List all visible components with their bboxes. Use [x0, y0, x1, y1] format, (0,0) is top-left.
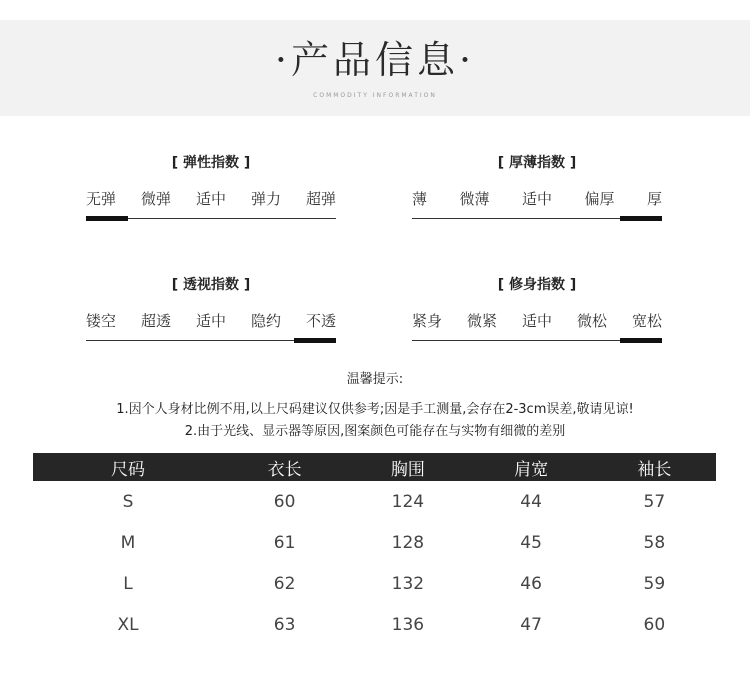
- index-option: 弹力: [250, 190, 281, 208]
- table-cell: 63: [273, 614, 296, 635]
- index-option: 隐约: [250, 312, 281, 330]
- table-row: [33, 604, 716, 645]
- table-header-cell: 衣长: [223, 453, 346, 481]
- table-cell: 60: [273, 491, 296, 512]
- table-cell: XL: [117, 614, 139, 635]
- size-table: [33, 453, 716, 645]
- table-cell: 58: [643, 532, 666, 553]
- table-row: [33, 522, 716, 563]
- page-header: [0, 20, 750, 116]
- table-cell: 128: [391, 532, 425, 553]
- table-row: [33, 481, 716, 522]
- table-header-cell: 尺码: [33, 453, 223, 481]
- index-option: 微紧: [466, 312, 497, 330]
- index-title: [ 透视指数 ]: [171, 277, 251, 293]
- table-cell: 60: [643, 614, 666, 635]
- index-option: 紧身: [412, 312, 443, 330]
- index-option: 适中: [521, 190, 552, 208]
- table-cell: 124: [391, 491, 425, 512]
- index-options: [412, 310, 662, 331]
- table-cell: 61: [273, 532, 296, 553]
- index-option: 适中: [195, 190, 226, 208]
- index-selected-marker: [294, 338, 336, 343]
- index-option: 适中: [195, 312, 226, 330]
- tip-line-2: 2.由于光线、显示器等原因,图案颜色可能存在与实物有细微的差别: [184, 424, 566, 439]
- index-option: 厚: [646, 190, 662, 208]
- index-selected-marker: [620, 338, 662, 343]
- index-option: 宽松: [631, 312, 662, 330]
- table-cell: L: [123, 573, 133, 594]
- index-selected-marker: [86, 216, 128, 221]
- index-option: 超弹: [305, 190, 336, 208]
- table-header-row: [33, 453, 716, 481]
- index-option: 不透: [305, 312, 336, 330]
- table-cell: 57: [643, 491, 666, 512]
- index-option: 薄: [412, 190, 428, 208]
- table-cell: M: [120, 532, 136, 553]
- index-options: [86, 188, 336, 209]
- page-title: ·产品信息·: [274, 38, 476, 82]
- table-cell: S: [122, 491, 134, 512]
- table-cell: 59: [643, 573, 666, 594]
- index-option: 偏厚: [584, 190, 615, 208]
- table-cell: 44: [520, 491, 542, 512]
- table-cell: 132: [391, 573, 425, 594]
- table-cell: 136: [391, 614, 425, 635]
- table-row: [33, 563, 716, 604]
- index-options: [86, 310, 336, 331]
- index-options: [412, 188, 662, 209]
- index-title: [ 弹性指数 ]: [171, 155, 251, 171]
- index-option: 镂空: [86, 312, 117, 330]
- index-option: 微薄: [459, 190, 490, 208]
- table-cell: 46: [520, 573, 542, 594]
- page-subtitle: COMMODITY INFORMATION: [313, 92, 437, 99]
- table-cell: 62: [273, 573, 296, 594]
- table-header-cell: 胸围: [346, 453, 469, 481]
- tip-line-1: 1.因个人身材比例不用,以上尺码建议仅供参考;因是手工测量,会存在2-3cm误差,敬请见谅!: [116, 402, 634, 417]
- table-cell: 47: [520, 614, 542, 635]
- index-option: 适中: [521, 312, 552, 330]
- table-cell: 45: [520, 532, 542, 553]
- index-selected-marker: [620, 216, 662, 221]
- table-header-cell: 肩宽: [470, 453, 593, 481]
- index-option: 微弹: [140, 190, 171, 208]
- index-option: 超透: [140, 312, 171, 330]
- index-option: 无弹: [86, 190, 117, 208]
- index-title: [ 修身指数 ]: [497, 277, 577, 293]
- table-header-cell: 袖长: [593, 453, 716, 481]
- tips-title: 温馨提示:: [346, 372, 404, 387]
- index-option: 微松: [576, 312, 607, 330]
- index-title: [ 厚薄指数 ]: [497, 155, 577, 171]
